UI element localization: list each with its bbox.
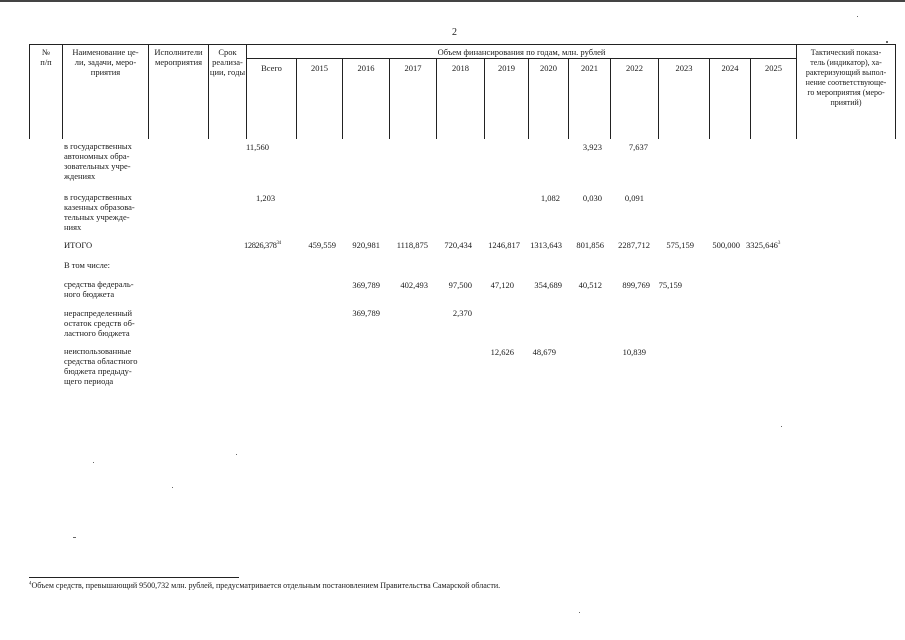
header-year: 2016 (357, 63, 375, 73)
label-line: ного бюджета (64, 289, 115, 299)
label-line: В том числе: (64, 260, 110, 270)
label-line: ластного бюджета (64, 328, 130, 338)
row-label (64, 141, 148, 181)
cell-2022: 2287,712 (618, 240, 650, 250)
row-total: 1,203 (256, 193, 276, 203)
label-line: ИТОГО (64, 240, 93, 250)
scan-speck (579, 612, 580, 613)
header-year: 2021 (581, 63, 598, 73)
label-line: ниях (64, 222, 82, 232)
cell-2018: 720,434 (444, 240, 472, 250)
header-num: № п/п (40, 47, 52, 67)
row-label (64, 308, 148, 338)
header-year: 2025 (765, 63, 782, 73)
label-line: средства федераль- (64, 279, 134, 289)
label-line: в государственных (64, 192, 132, 202)
row-label (64, 192, 148, 232)
header-year: 2018 (452, 63, 469, 73)
header-year: 2024 (721, 63, 739, 73)
scan-speck (236, 454, 237, 455)
cell-2019: 1246,817 (488, 240, 520, 250)
label-line: бюджета предыду- (64, 366, 132, 376)
label-line: средства областного (64, 356, 138, 366)
scan-speck (857, 16, 858, 17)
cell-2015: 459,559 (308, 240, 336, 250)
header-indicator: Тактический показа- тель (индикатор), ха- рактеризующий выпол- нение соответствующе- го мероприятия (меро- приятий) (805, 48, 887, 107)
footnote (29, 581, 500, 590)
label-line: тельных учрежде- (64, 212, 130, 222)
total-value: 12826,378 (244, 240, 277, 250)
page-number: 2 (452, 27, 457, 38)
label-line: нераспределенный (64, 308, 133, 318)
label-line: неиспользованные (64, 346, 132, 356)
header-executors: Исполнители мероприятия (154, 47, 203, 67)
label-line: остаток средств об- (64, 318, 135, 328)
row-label (64, 240, 148, 250)
scan-speck (781, 426, 782, 427)
header-volume: Объем финансирования по годам, млн. рублей (437, 47, 606, 57)
row-label (64, 279, 148, 299)
header-year: 2022 (626, 63, 643, 73)
footnote-ref: 3 (777, 241, 781, 247)
cell-2018: 97,500 (448, 280, 472, 290)
header-name: Наименование це- ли, задачи, меро- приятия (72, 47, 139, 77)
header-term: Срок реализа- ции, годы (209, 47, 246, 77)
cell-2017: 1118,875 (396, 240, 428, 250)
row-total (244, 240, 296, 250)
cell-2022: 7,637 (628, 142, 648, 152)
footnote-ref: 34 (276, 241, 281, 247)
footnote-separator (29, 577, 239, 578)
cell-2016: 920,981 (352, 240, 380, 250)
top-border-line (0, 0, 905, 2)
header-year: 2017 (404, 63, 422, 73)
footnote-mark: 4 (29, 581, 32, 587)
header-year: 2019 (498, 63, 515, 73)
cell-2025 (746, 240, 794, 250)
col-divider (895, 45, 896, 139)
cell-2021: 40,512 (578, 280, 602, 290)
row-label (64, 346, 148, 386)
label-line: ждениях (64, 171, 96, 181)
cell-2021: 0,030 (582, 193, 602, 203)
label-line: казенных образова- (64, 202, 135, 212)
cell-value: 3325,646 (746, 240, 778, 250)
col-divider (246, 45, 247, 139)
scan-speck (172, 487, 173, 488)
scan-speck (93, 462, 94, 463)
cell-2022: 899,769 (622, 280, 650, 290)
row-label (64, 260, 184, 270)
scan-speck (886, 41, 888, 43)
header-total: Всего (261, 63, 282, 73)
cell-2017: 402,493 (400, 280, 428, 290)
header-year: 2020 (540, 63, 557, 73)
cell-2021: 3,923 (582, 142, 602, 152)
cell-2022: 0,091 (624, 193, 644, 203)
cell-2024: 500,000 (712, 240, 740, 250)
cell-2020: 1313,643 (530, 240, 562, 250)
label-line: в государственных (64, 141, 132, 151)
label-line: щего периода (64, 376, 114, 386)
cell-2022: 10,839 (622, 347, 646, 357)
cell-2020: 1,082 (540, 193, 560, 203)
footnote-text: Объем средств, превышающий 9500,732 млн. рублей, предусматривается отдельным постановлением Правительства Самарской области. (31, 581, 501, 590)
label-line: автономных обра- (64, 151, 130, 161)
cell-2023: 575,159 (666, 240, 694, 250)
row-divider (246, 58, 796, 59)
cell-2023: 75,159 (658, 280, 682, 290)
label-line: зовательных учре- (64, 161, 131, 171)
table-header (29, 44, 896, 139)
cell-2016: 369,789 (352, 308, 380, 318)
cell-2019: 47,120 (490, 280, 514, 290)
row-total: 11,560 (246, 142, 270, 152)
cell-2018: 2,370 (452, 308, 472, 318)
cell-2019: 12,626 (490, 347, 514, 357)
cell-2020: 354,689 (534, 280, 562, 290)
cell-2021: 801,856 (576, 240, 604, 250)
header-year: 2015 (311, 63, 328, 73)
header-year: 2023 (675, 63, 693, 73)
cell-2020: 48,679 (532, 347, 556, 357)
cell-2016: 369,789 (352, 280, 380, 290)
scan-speck (73, 537, 76, 538)
